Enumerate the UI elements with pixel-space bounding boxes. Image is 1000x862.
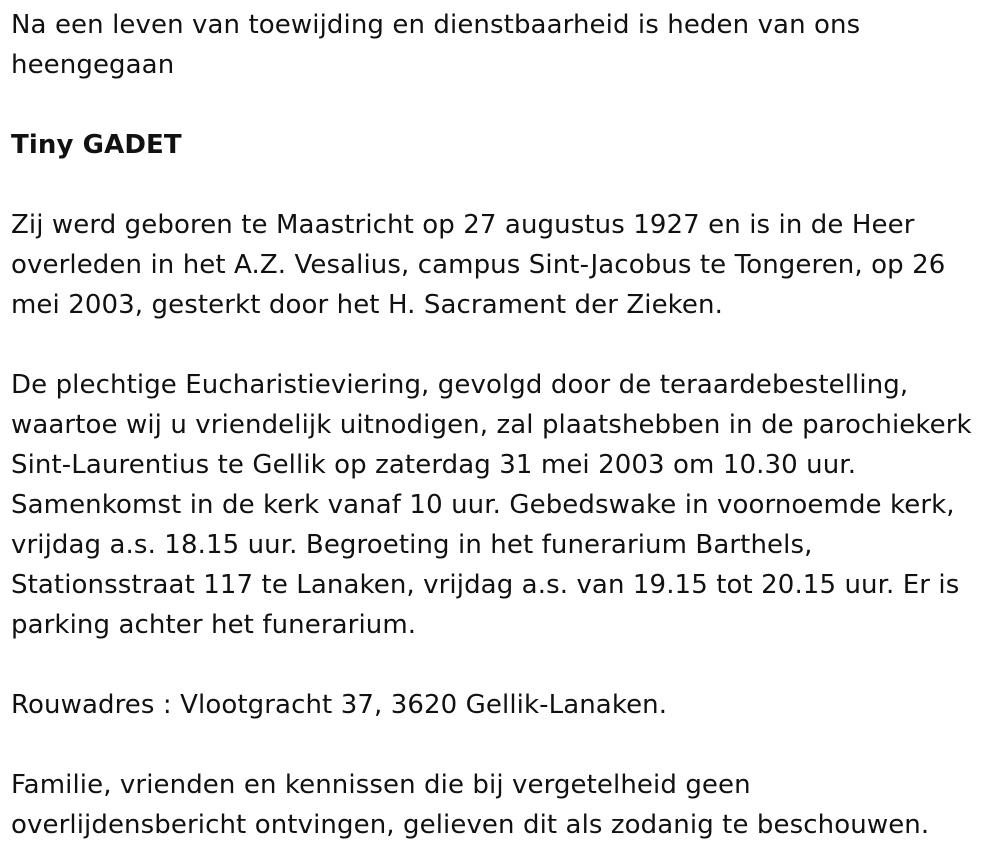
intro-paragraph <box>11 5 991 85</box>
intro-line: heengegaan <box>11 50 175 80</box>
birth-death-paragraph <box>11 205 991 325</box>
ceremony-line: waartoe wij u vriendelijk uitnodigen, zal plaatshebben in de parochiekerk <box>11 410 972 440</box>
ceremony-paragraph <box>11 365 991 645</box>
deceased-name: Tiny GADET <box>11 130 182 160</box>
mourning-address: Rouwadres : Vlootgracht 37, 3620 Gellik-Lanaken. <box>11 690 668 720</box>
closing-line: overlijdensbericht ontvingen, gelieven dit als zodanig te beschouwen. <box>11 810 930 840</box>
closing-line: Familie, vrienden en kennissen die bij vergetelheid geen <box>11 770 751 800</box>
ceremony-line: De plechtige Eucharistieviering, gevolgd door de teraardebestelling, <box>11 370 909 400</box>
birth-death-line: overleden in het A.Z. Vesalius, campus Sint-Jacobus te Tongeren, op 26 <box>11 250 946 280</box>
ceremony-line: Sint-Laurentius te Gellik op zaterdag 31 mei 2003 om 10.30 uur. <box>11 450 857 480</box>
birth-death-line: Zij werd geboren te Maastricht op 27 augustus 1927 en is in de Heer <box>11 210 915 240</box>
obituary-text <box>11 5 991 845</box>
ceremony-line: Stationsstraat 117 te Lanaken, vrijdag a.s. van 19.15 tot 20.15 uur. Er is <box>11 570 960 600</box>
intro-line: Na een leven van toewijding en dienstbaarheid is heden van ons <box>11 10 861 40</box>
deceased-name-paragraph <box>11 125 991 165</box>
closing-paragraph <box>11 765 991 845</box>
birth-death-line: mei 2003, gesterkt door het H. Sacrament der Zieken. <box>11 290 723 320</box>
address-paragraph <box>11 685 991 725</box>
ceremony-line: parking achter het funerarium. <box>11 610 417 640</box>
ceremony-line: Samenkomst in de kerk vanaf 10 uur. Gebedswake in voornoemde kerk, <box>11 490 955 520</box>
ceremony-line: vrijdag a.s. 18.15 uur. Begroeting in het funerarium Barthels, <box>11 530 813 560</box>
